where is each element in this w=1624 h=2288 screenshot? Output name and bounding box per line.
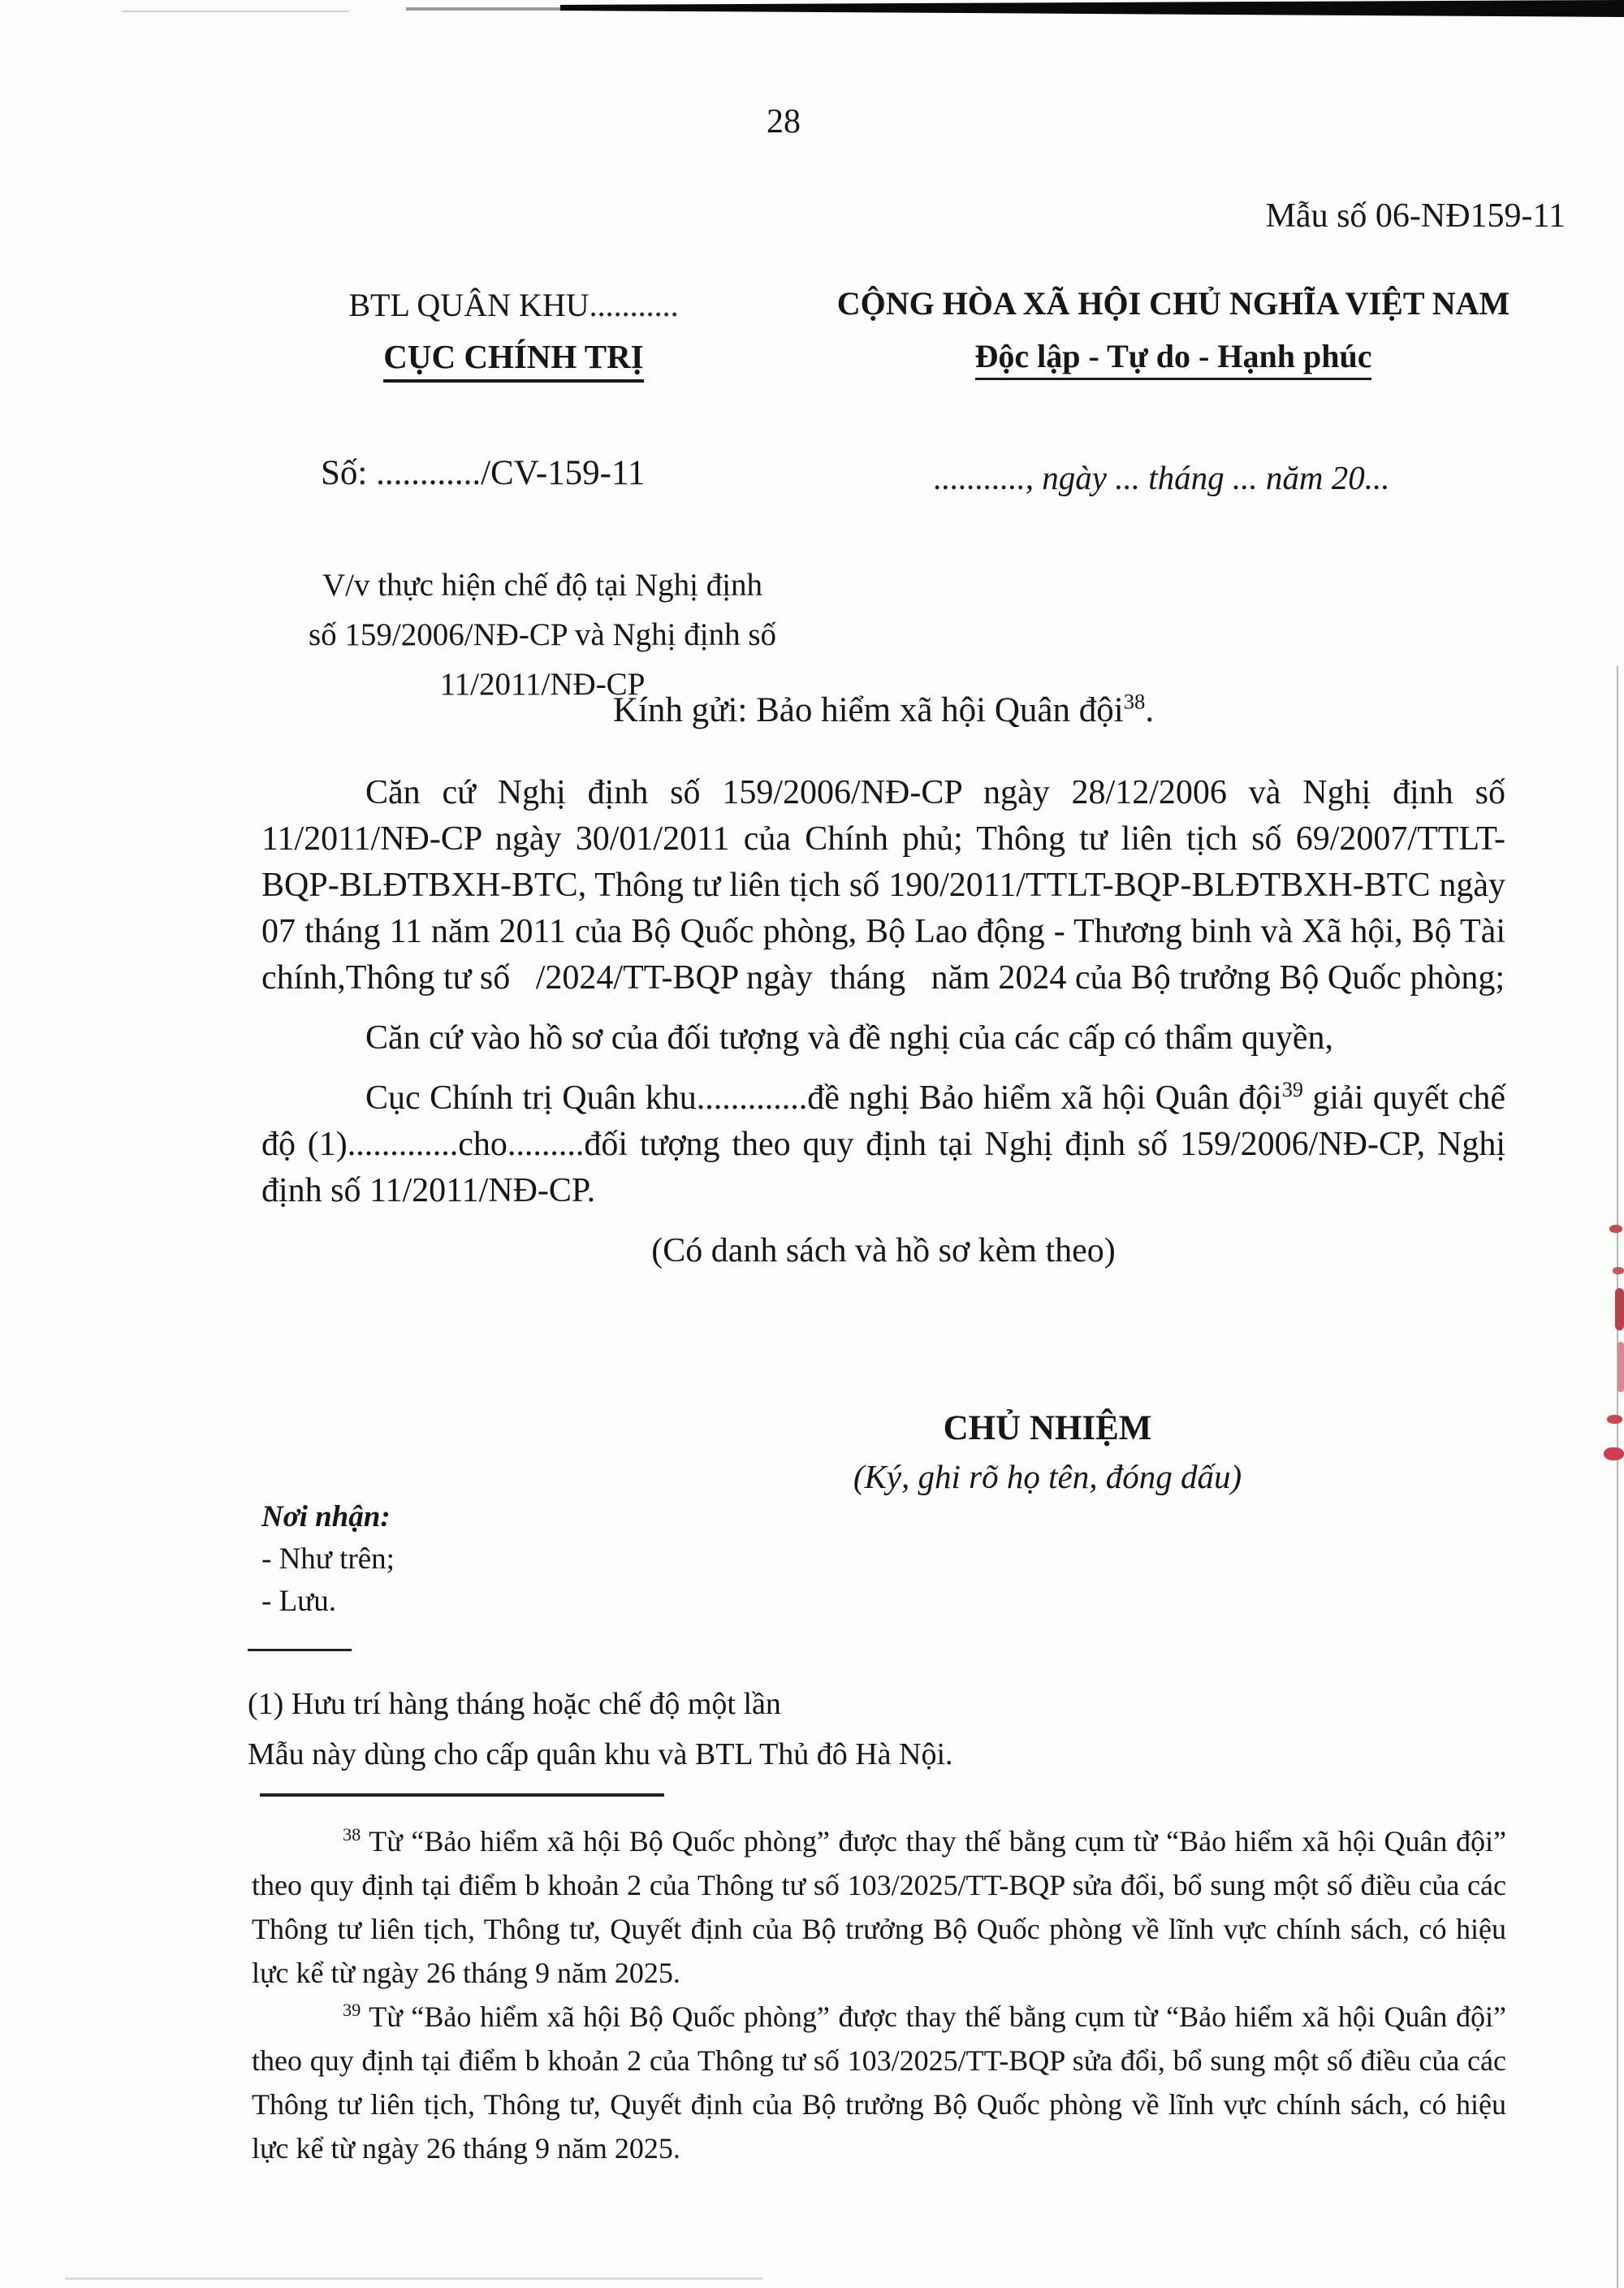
issuing-org-name: BTL QUÂN KHU........... — [348, 287, 679, 323]
footnotes-block — [252, 1819, 1506, 2170]
recipient-item: - Lưu. — [261, 1585, 336, 1618]
paragraph-dossier-basis: Căn cứ vào hồ sơ của đối tượng và đề nghị của các cấp có thẩm quyền, — [365, 1019, 1334, 1057]
scan-right-hairline-artifact — [1617, 666, 1618, 2288]
page-number: 28 — [767, 103, 801, 141]
red-ink-mark — [1618, 1342, 1624, 1392]
footnote-38-marker: 38 — [343, 1824, 361, 1845]
salutation-line — [261, 690, 1505, 730]
footnote-39-marker: 39 — [343, 2000, 361, 2020]
recipients-label: Nơi nhận: — [261, 1500, 391, 1533]
footnote-38 — [252, 1819, 1506, 1995]
subject-block — [258, 560, 827, 709]
footnote-39-text: Từ “Bảo hiểm xã hội Bộ Quốc phòng” được thay thế bằng cụm từ “Bảo hiểm xã hội Quân đội” theo quy định tại điểm b khoản 2 của Thông tư số 103/2025/TT-BQP sửa đổi, bổ sung một số điều của các Thông tư liên tịch, Thông tư, Quyết định của Bộ trưởng Bộ Quốc phòng về lĩnh vực chính sách, có hiệu lực kể từ ngày 26 tháng 9 năm 2025. — [252, 2000, 1507, 2165]
signing-instruction: (Ký, ghi rõ họ tên, đóng dấu) — [853, 1458, 1242, 1495]
subject-line-2: số 159/2006/NĐ-CP và Nghị định số — [309, 617, 776, 652]
recipients-block — [261, 1496, 395, 1623]
place-date-line: ..........., ngày ... tháng ... năm 20... — [934, 459, 1390, 496]
issuing-org-department-text: CỤC CHÍNH TRỊ — [383, 338, 643, 383]
scan-bottom-smudge-artifact — [65, 2277, 763, 2280]
document-body — [261, 770, 1505, 1288]
paragraph-legal-basis: Căn cứ Nghị định số 159/2006/NĐ-CP ngày 28/12/2006 và Nghị định số 11/2011/NĐ-CP ngày 30/01/2011 của Chính phủ; Thông tư liên tịch số 69/2007/TTLT-BQP-BLĐTBXH-BTC, Thông tư liên tịch số 190/2011/TTLT-BQP-BLĐTBXH-BTC ngày 07 tháng 11 năm 2011 của Bộ Quốc phòng, Bộ Lao động - Thương binh và Xã hội, Bộ Tài chính,Thông tư số /2024/TT-BQP ngày tháng năm 2024 của Bộ trưởng Bộ Quốc phòng; — [261, 774, 1505, 997]
footnote-38-text: Từ “Bảo hiểm xã hội Bộ Quốc phòng” được thay thế bằng cụm từ “Bảo hiểm xã hội Quân đội” theo quy định tại điểm b khoản 2 của Thông tư số 103/2025/TT-BQP sửa đổi, bổ sung một số điều của các Thông tư liên tịch, Thông tư, Quyết định của Bộ trưởng Bộ Quốc phòng về lĩnh vực chính sách, có hiệu lực kể từ ngày 26 tháng 9 năm 2025. — [252, 1825, 1507, 1989]
footnote-39 — [252, 1995, 1506, 2170]
scan-top-edge-artifact — [0, 0, 1624, 21]
attachment-note: (Có danh sách và hồ sơ kèm theo) — [651, 1232, 1116, 1269]
footnote-ref-39: 39 — [1281, 1078, 1303, 1101]
salutation-period: . — [1145, 691, 1155, 729]
form-note-2: Mẫu này dùng cho cấp quân khu và BTL Thủ đô Hà Nội. — [248, 1737, 953, 1771]
recipient-item: - Như trên; — [261, 1542, 395, 1576]
red-ink-mark — [1607, 1415, 1622, 1424]
footnote-separator-line — [260, 1793, 664, 1797]
subject-line-1: V/v thực hiện chế độ tại Nghị định — [322, 568, 763, 603]
document-number-line: Số: ............/CV-159-11 — [321, 454, 646, 492]
national-header-block — [771, 284, 1575, 375]
red-ink-mark — [1613, 1267, 1624, 1274]
form-code: Mẫu số 06-NĐ159-11 — [1265, 197, 1566, 235]
red-ink-mark — [1615, 1288, 1624, 1330]
salutation-text: Kính gửi: Bảo hiểm xã hội Quân đội — [612, 691, 1124, 729]
note-separator-line — [248, 1649, 352, 1651]
paragraph-request-part1: Cục Chính trị Quân khu.............đề nghị Bảo hiểm xã hội Quân đội — [365, 1079, 1282, 1117]
national-motto-line2-text: Độc lập - Tự do - Hạnh phúc — [975, 338, 1372, 380]
red-ink-mark — [1609, 1225, 1622, 1233]
national-motto-line1: CỘNG HÒA XÃ HỘI CHỦ NGHĨA VIỆT NAM — [836, 285, 1510, 322]
signer-title: CHỦ NHIỆM — [943, 1409, 1152, 1447]
issuing-org-department — [264, 337, 763, 376]
paragraph-request-part2: giải quyết chế độ (1).............cho.........đối tượng theo quy định tại Nghị định số 159/2006/NĐ-CP, Nghị định số 11/2011/NĐ-CP. — [261, 1079, 1505, 1209]
issuing-org-block — [264, 286, 763, 376]
national-motto-line2 — [771, 337, 1575, 375]
paragraph-request — [261, 1075, 1505, 1214]
subject-line-3: 11/2011/NĐ-CP — [439, 667, 646, 702]
form-note-1: (1) Hưu trí hàng tháng hoặc chế độ một lần — [248, 1687, 781, 1721]
red-ink-mark — [1604, 1447, 1624, 1460]
footnote-ref-38: 38 — [1123, 689, 1146, 714]
